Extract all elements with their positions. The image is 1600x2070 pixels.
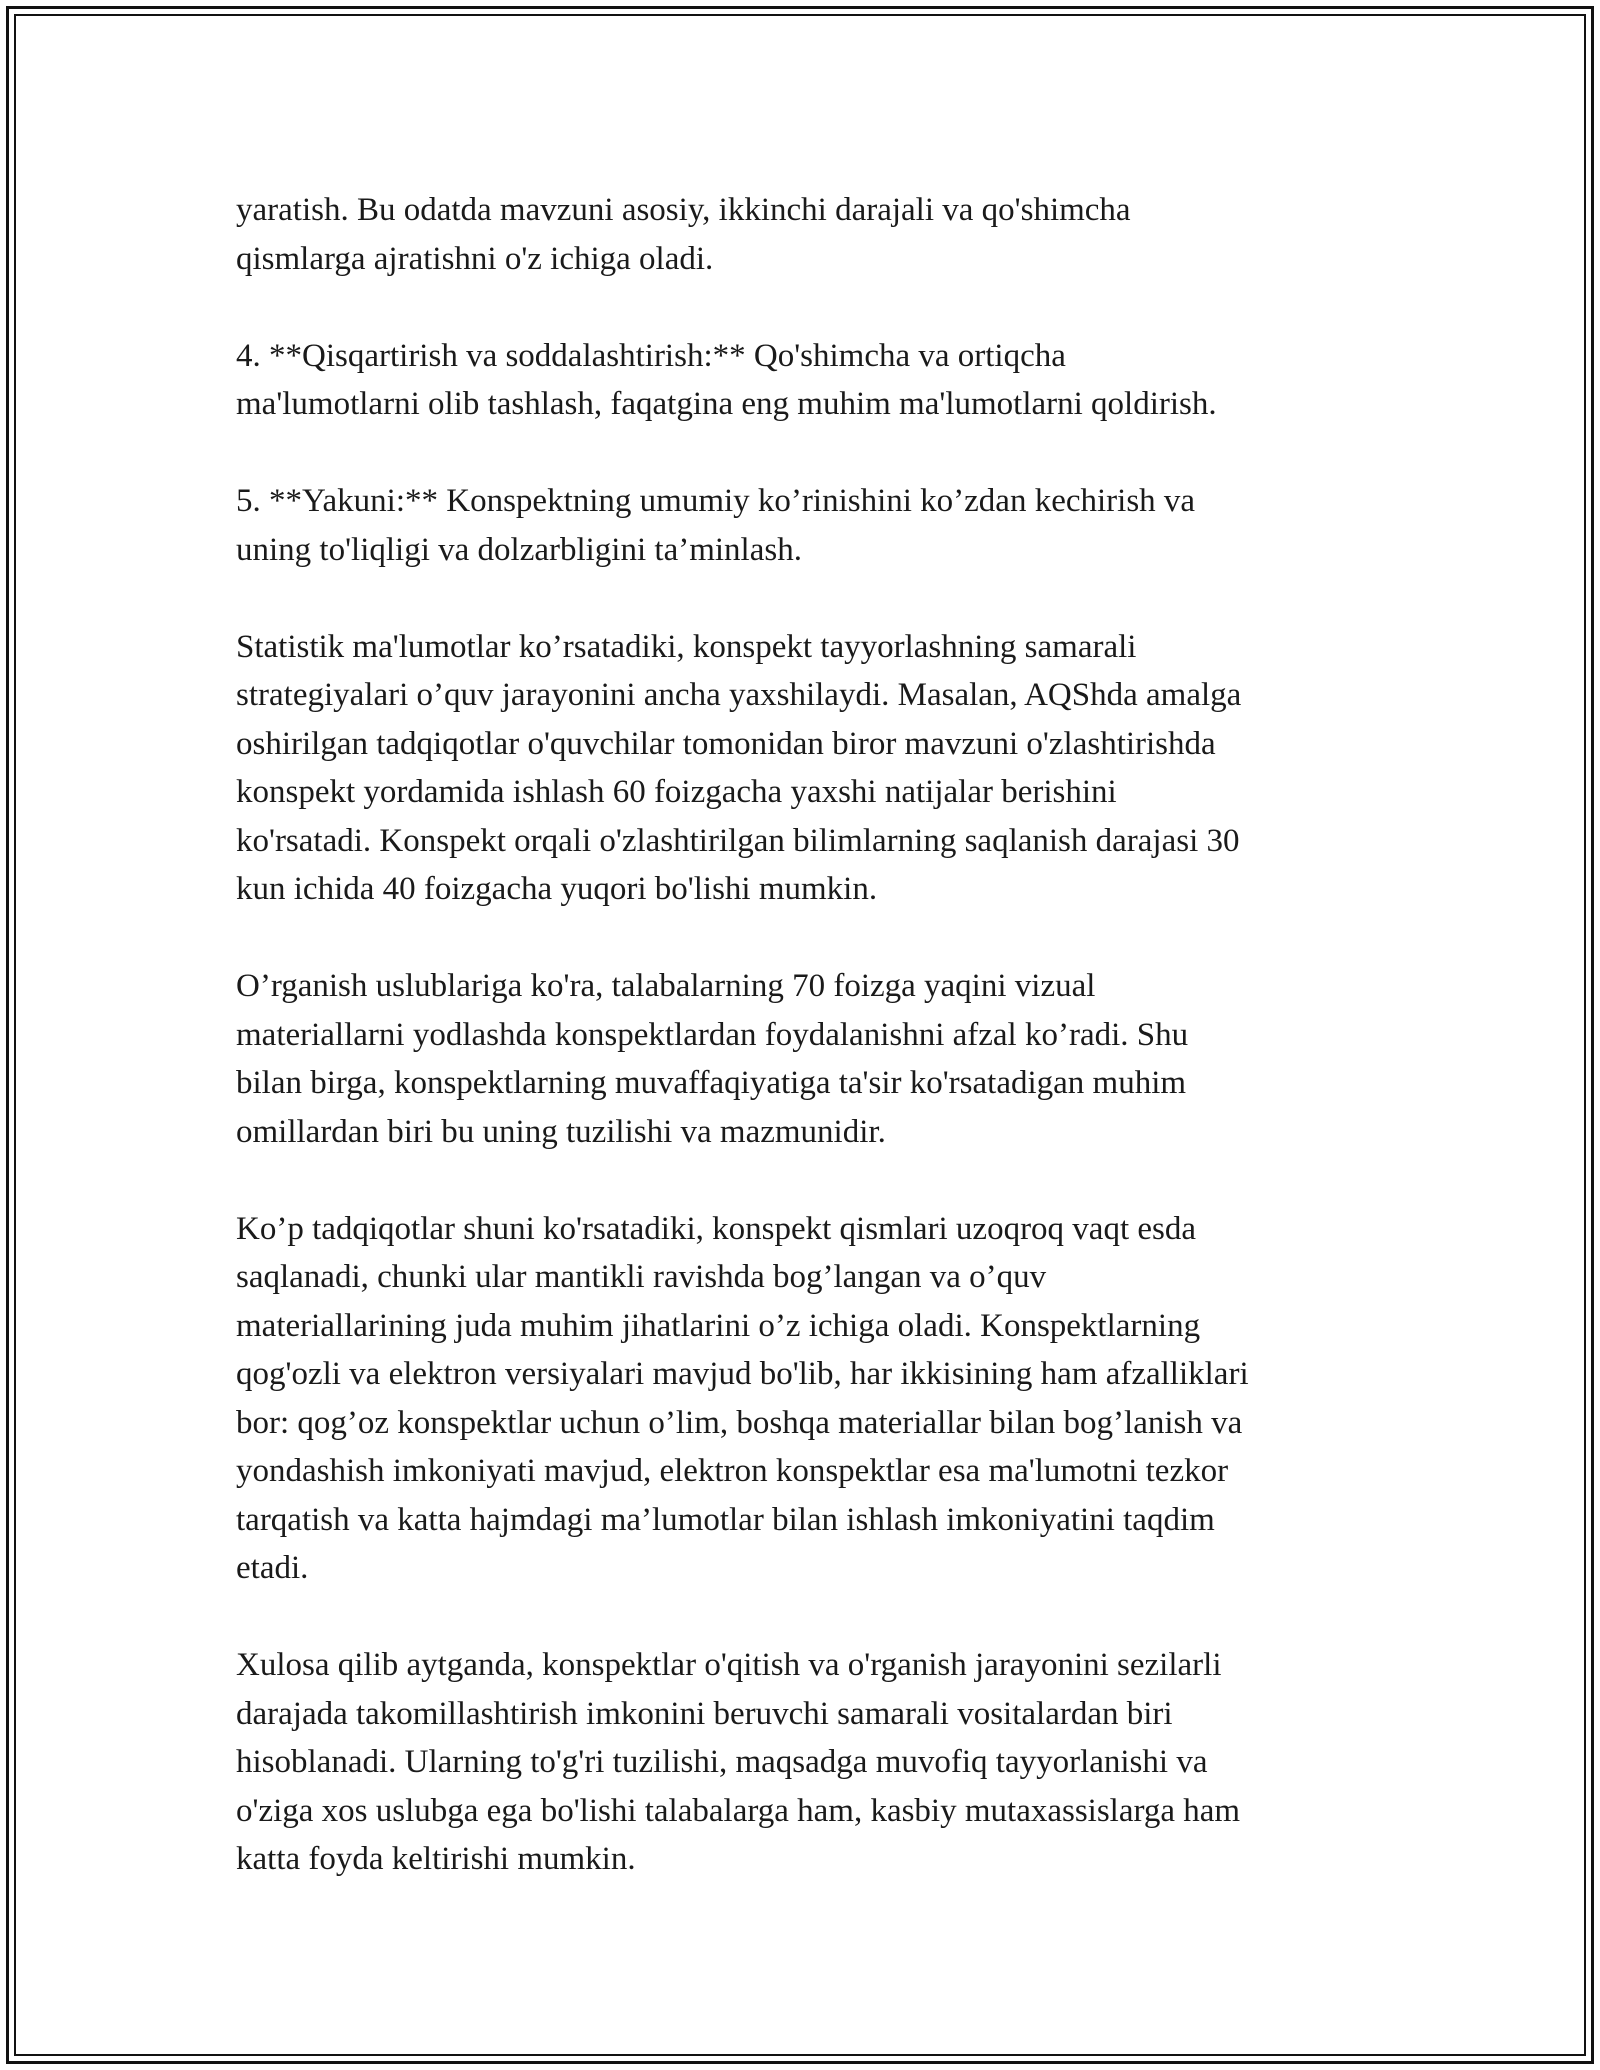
document-body: [236, 186, 1376, 1884]
paragraph-statistics: Statistik ma'lumotlar ko’rsatadiki, konspekt tayyorlashning samarali strategiyalari o’quv jarayonini ancha yaxshilaydi. Masalan, AQShda amalga oshirilgan tadqiqotlar o'quvchilar tomonidan biror mavzuni o'zlashtirishda konspekt yordamida ishlash 60 foizgacha yaxshi natijalar berishini ko'rsatadi. Konspekt orqali o'zlashtirilgan bilimlarning saqlanish darajasi 30 kun ichida 40 foizgacha yuqori bo'lishi mumkin.: [236, 628, 1242, 907]
paragraph-conclusion: Xulosa qilib aytganda, konspektlar o'qitish va o'rganish jarayonini sezilarli darajada takomillashtirish imkonini beruvchi samarali vositalardan biri hisoblanadi. Ularning to'g'ri tuzilishi, maqsadga muvofiq tayyorlanishi va o'ziga xos uslubga ega bo'lishi talabalarga ham, kasbiy mutaxassislarga ham katta foyda keltirishi mumkin.: [236, 1647, 1241, 1877]
paragraph-learning-styles: O’rganish uslublariga ko'ra, talabalarning 70 foizga yaqini vizual materiallarni yodlashda konspektlardan foydalanishni afzal ko’radi. Shu bilan birga, konspektlarning muvaffaqiyatiga ta'sir ko'rsatadigan muhim omillardan biri bu uning tuzilishi va mazmunidir.: [236, 968, 1189, 1150]
paragraph-step-4: 4. **Qisqartirish va soddalashtirish:** Qo'shimcha va ortiqcha ma'lumotlarni olib tashlash, faqatgina eng muhim ma'lumotlarni qoldirish.: [236, 337, 1217, 422]
paragraph-intro-continuation: yaratish. Bu odatda mavzuni asosiy, ikkinchi darajali va qo'shimcha qismlarga ajratishni o'z ichiga oladi.: [236, 192, 1131, 277]
paragraph-research: Ko’p tadqiqotlar shuni ko'rsatadiki, konspekt qismlari uzoqroq vaqt esda saqlanadi, chunki ular mantikli ravishda bog’langan va o’quv materiallarining juda muhim jihatlarini o’z ichiga oladi. Konspektlarning qog'ozli va elektron versiyalari mavjud bo'lib, har ikkisining ham afzalliklari bor: qog’oz konspektlar uchun o’lim, boshqa materiallar bilan bog’lanish va yondashish imkoniyati mavjud, elektron konspektlar esa ma'lumotni tezkor tarqatish va katta hajmdagi ma’lumotlar bilan ishlash imkoniyatini taqdim etadi.: [236, 1210, 1249, 1586]
paragraph-step-5: 5. **Yakuni:** Konspektning umumiy ko’rinishini ko’zdan kechirish va uning to'liqligi va dolzarbligini ta’minlash.: [236, 483, 1196, 568]
